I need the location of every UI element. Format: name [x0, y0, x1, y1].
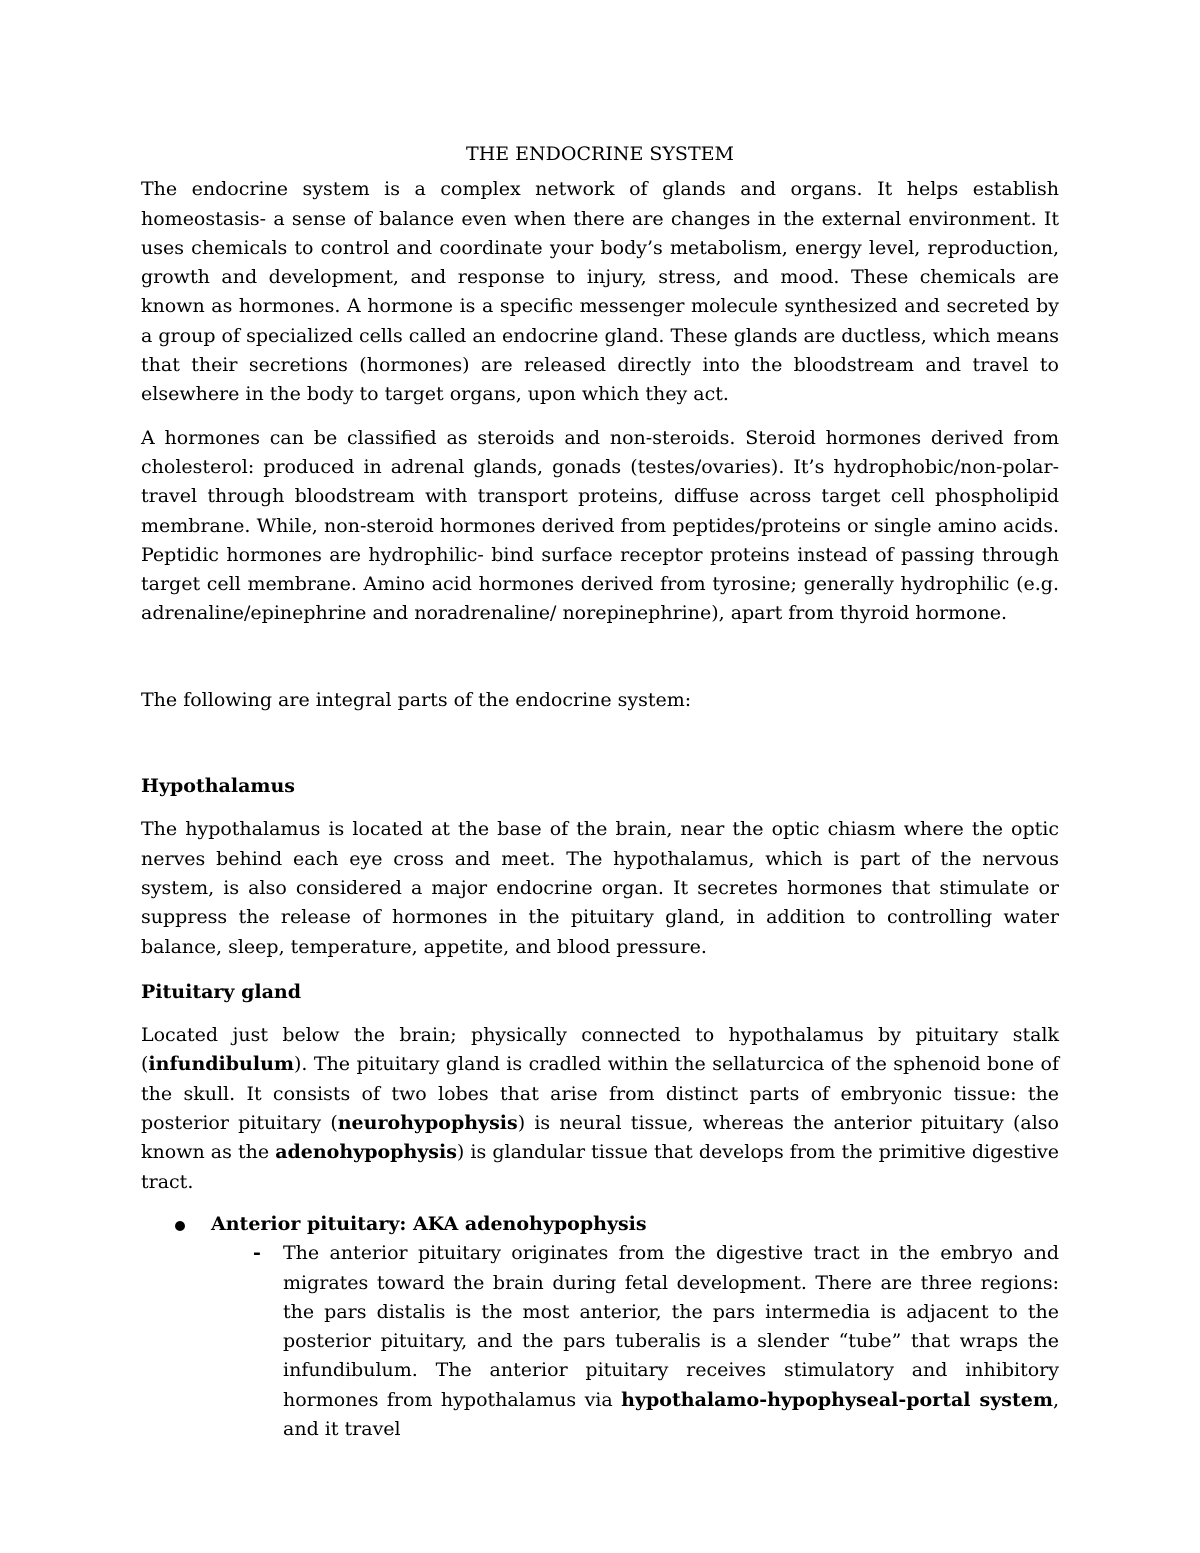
- bullet-dot-icon: [175, 1221, 185, 1231]
- anterior-text-2: , and it travel: [283, 1388, 1059, 1440]
- hypothalamus-paragraph: The hypothalamus is located at the base of the brain, near the optic chiasm where the optic nerves behind each eye cross and meet. The hypothalamus, which is part of the nervous system, is also considered a major endocrine organ. It secretes hormones that stimulate or suppress the release of hormones in the pituitary gland, in addition to controlling water balance, sleep, temperature, appetite, and blood pressure.: [141, 818, 1059, 958]
- term-infundibulum: infundibulum: [148, 1053, 294, 1076]
- pituitary-bullet-list: [141, 1210, 1059, 1444]
- anterior-pituitary-detail: [283, 1239, 1059, 1444]
- term-portal-system: hypothalamo-hypophyseal-portal system: [621, 1388, 1053, 1411]
- classification-paragraph: A hormones can be classified as steroids and non-steroids. Steroid hormones derived from cholesterol: produced in adrenal glands, gonads (testes/ovaries). It’s hydrophobic/non-polar- travel through bloodstream with transport proteins, diffuse across target cell phospholipid membrane. While, non-steroid hormones derived from peptides/proteins or single amino acids. Peptidic hormones are hydrophilic- bind surface receptor proteins instead of passing through target cell membrane. Amino acid hormones derived from tyrosine; generally hydrophilic (e.g. adrenaline/epinephrine and noradrenaline/ norepinephrine), apart from thyroid hormone.: [141, 426, 1059, 625]
- list-item: [141, 1210, 1059, 1444]
- document-title: THE ENDOCRINE SYSTEM: [466, 143, 734, 165]
- pituitary-paragraph: [141, 1021, 1059, 1197]
- document-page: [141, 140, 1059, 1444]
- term-adenohypophysis: adenohypophysis: [275, 1141, 457, 1164]
- term-neurohypophysis: neurohypophysis: [337, 1112, 518, 1135]
- anterior-pituitary-title: Anterior pituitary: AKA adenohypophysis: [211, 1212, 647, 1235]
- anterior-dash-list: [211, 1239, 1059, 1444]
- intro-paragraph: The endocrine system is a complex network of glands and organs. It helps establish homeostasis- a sense of balance even when there are changes in the external environment. It uses chemicals to control and coordinate your body’s metabolism, energy level, reproduction, growth and development, and response to injury, stress, and mood. These chemicals are known as hormones. A hormone is a specific messenger molecule synthesized and secreted by a group of specialized cells called an endocrine gland. These glands are ductless, which means that their secretions (hormones) are released directly into the bloodstream and travel to elsewhere in the body to target organs, upon which they act.: [141, 178, 1059, 406]
- anterior-text-1: The anterior pituitary originates from the digestive tract in the embryo and migrates toward the brain during fetal development. There are three regions: the pars distalis is the most anterior, the pars intermedia is adjacent to the posterior pituitary, and the pars tuberalis is a slender “tube” that wraps the infundibulum. The anterior pituitary receives stimulatory and inhibitory hormones from hypothalamus via: [283, 1242, 1059, 1411]
- pituitary-heading: Pituitary gland: [141, 980, 301, 1003]
- integral-parts-intro: The following are integral parts of the endocrine system:: [141, 688, 692, 711]
- hypothalamus-heading: Hypothalamus: [141, 775, 295, 798]
- pituitary-text-3: ) is neural tissue, whereas the anterior pituitary (also known as the: [141, 1112, 1059, 1164]
- pituitary-text-4: ) is glandular tissue that develops from the primitive digestive tract.: [141, 1141, 1059, 1193]
- list-item: [141, 1239, 1059, 1444]
- pituitary-text-2: ). The pituitary gland is cradled within the sellaturcica of the sphenoid bone of the skull. It consists of two lobes that arise from distinct parts of embryonic tissue: the posterior pituitary (: [141, 1053, 1059, 1135]
- dash-marker-icon: -: [253, 1242, 261, 1265]
- pituitary-text-1: Located just below the brain; physically connected to hypothalamus by pituitary stalk (: [141, 1024, 1059, 1076]
